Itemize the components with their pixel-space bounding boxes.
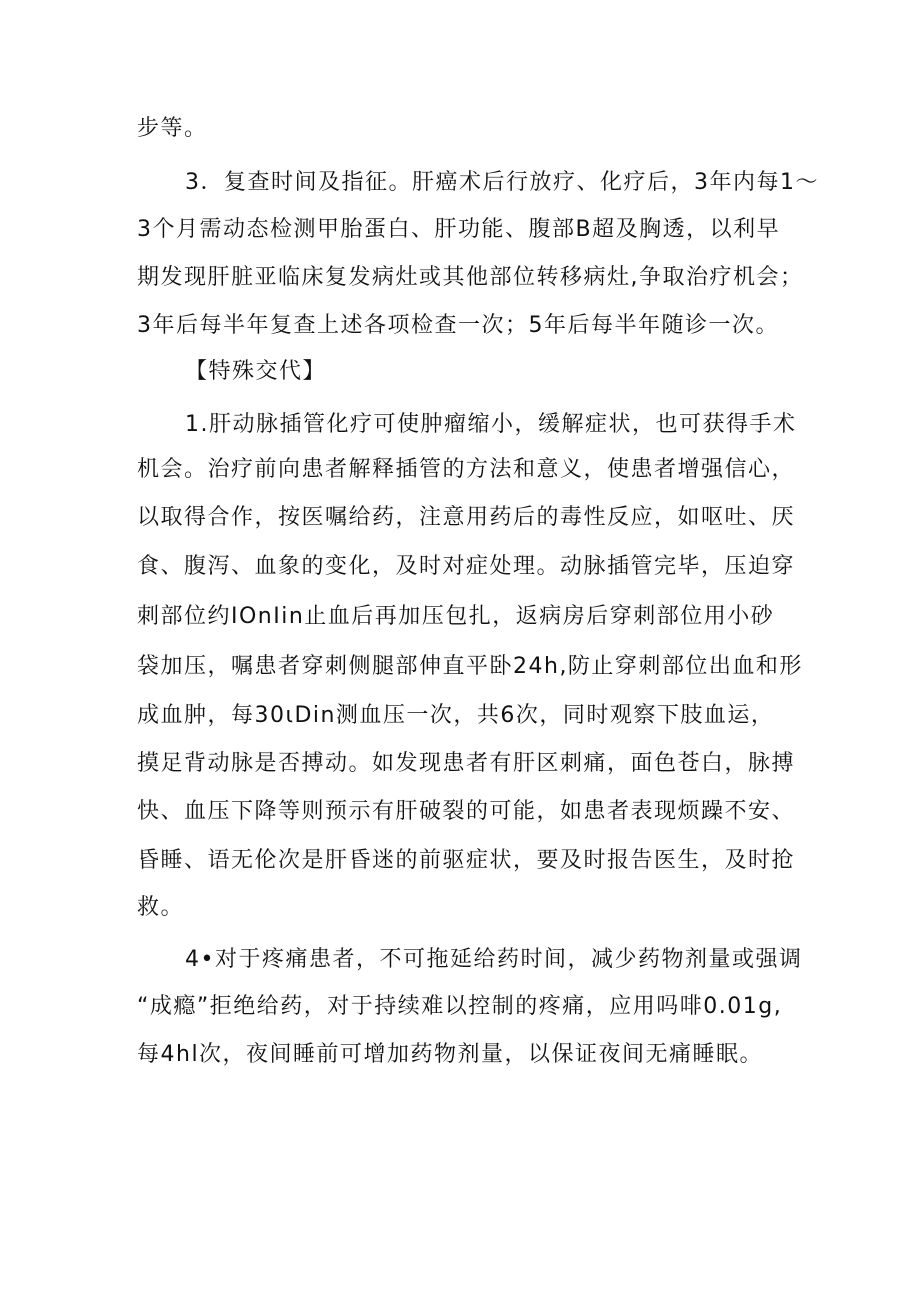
text-line: 3．复查时间及指征。肝癌术后行放疗、化疗后，3年内每1～ [185,170,819,195]
text-line: 机会。治疗前向患者解释插管的方法和意义，使患者增强信心， [137,457,796,482]
text-line: 昏睡、语无伦次是肝昏迷的前驱症状，要及时报告医生，及时抢 [137,848,796,873]
text-line: “成瘾”拒绝给药，对于持续难以控制的疼痛，应用吗啡0.01g, [137,994,783,1019]
text-line: 快、血压下降等则预示有肝破裂的可能，如患者表现烦躁不安、 [137,799,796,824]
text-line: 3个月需动态检测甲胎蛋白、肝功能、腹部B超及胸透，以利早 [137,217,781,242]
text-line: 每4hl次，夜间睡前可增加药物剂量，以保证夜间无痛睡眠。 [137,1042,764,1067]
text-line: 摸足背动脉是否搏动。如发现患者有肝区刺痛，面色苍白，脉搏 [137,751,796,776]
text-line: 食、腹泻、血象的变化，及时对症处理。动脉插管完毕，压迫穿 [137,554,796,579]
text-line: 以取得合作，按医嘱给药，注意用药后的毒性反应，如呕吐、厌 [137,505,796,530]
text-line: 3年后每半年复查上述各项检查一次；5年后每半年随诊一次。 [137,313,779,338]
section-heading: 【特殊交代】 [185,359,327,384]
text-line: 4•对于疼痛患者，不可拖延给药时间，减少药物剂量或强调 [185,947,803,972]
text-line: 成血肿，每30ιDin测血压一次，共6次，同时观察下肢血运， [137,703,775,728]
text-line: 步等。 [137,116,208,141]
text-line: 袋加压，嘱患者穿刺侧腿部伸直平卧24h,防止穿刺部位出血和形 [137,654,803,679]
text-line: 1.肝动脉插管化疗可使肿瘤缩小，缓解症状，也可获得手术 [185,412,797,437]
text-line: 救。 [137,895,185,920]
text-line: 刺部位约IOnIin止血后再加压包扎，返病房后穿刺部位用小砂 [137,604,775,629]
text-line: 期发现肝脏亚临床复发病灶或其他部位转移病灶,争取治疗机会； [137,265,804,290]
